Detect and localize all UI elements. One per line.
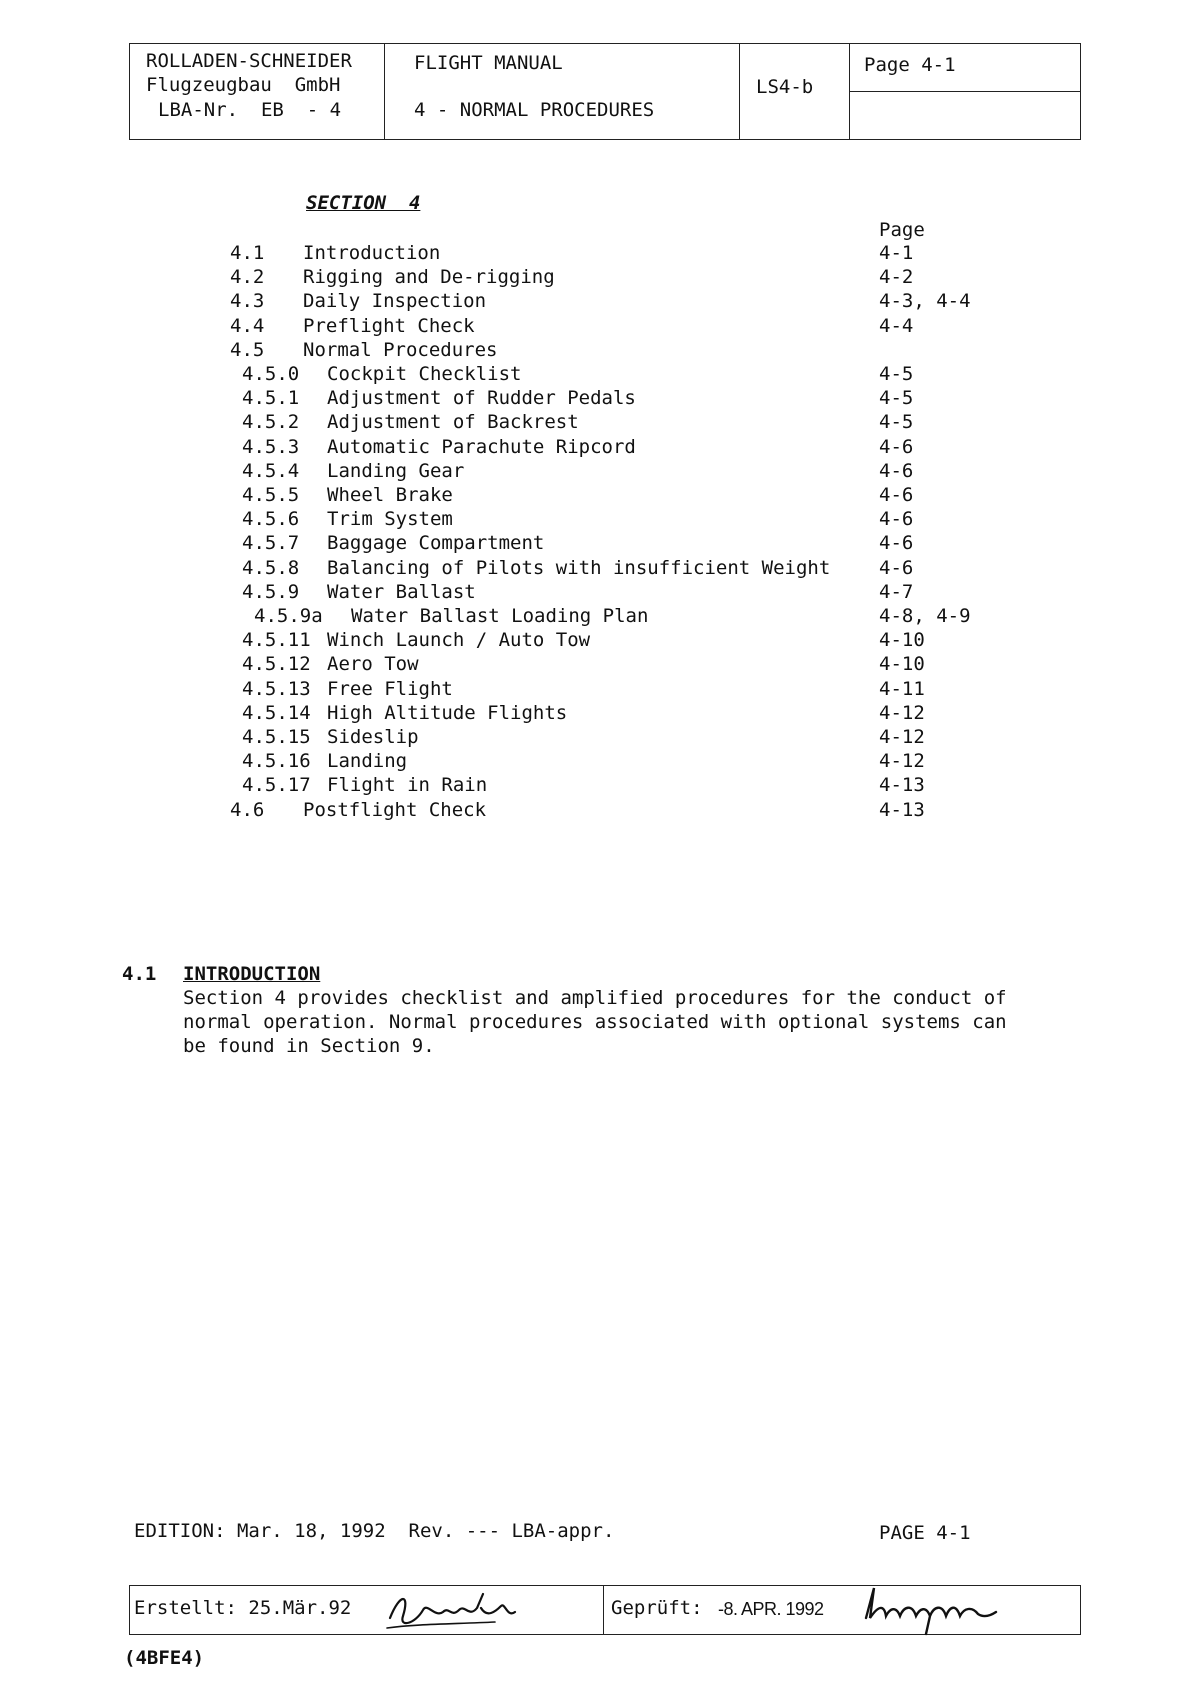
toc-row [0, 701, 1192, 725]
toc-item-page: 4-6 [879, 484, 914, 506]
toc-item-page: 4-12 [879, 750, 925, 773]
toc-row [0, 725, 1192, 749]
toc-item-number: 4.5.9 [242, 580, 300, 603]
toc-item-number: 4.5.5 [242, 484, 300, 506]
toc-item-title: Rigging and De-rigging [303, 266, 555, 289]
toc-item-number: 4.5.8 [242, 556, 300, 579]
toc-item-page: 4-13 [879, 774, 925, 797]
toc-row [0, 362, 1192, 386]
toc-item-title: Automatic Parachute Ripcord [327, 435, 636, 458]
toc-item-title: Sideslip [327, 726, 419, 748]
toc-item-title: Aero Tow [327, 653, 419, 676]
toc-item-page: 4-13 [879, 798, 925, 821]
toc-heading: SECTION 4 [306, 192, 421, 214]
toc-item-page: 4-10 [879, 629, 925, 652]
toc-item-title: Adjustment of Rudder Pedals [327, 387, 636, 410]
checked-label: Geprüft: [611, 1597, 703, 1619]
toc-item-number: 4.4 [230, 314, 265, 337]
toc-item-page: 4-7 [879, 580, 914, 603]
checker-signature [860, 1582, 1000, 1640]
toc-item-page: 4-2 [879, 266, 914, 289]
manual-title: FLIGHT MANUAL [414, 52, 563, 74]
toc-item-title: Free Flight [327, 677, 453, 700]
toc-item-page: 4-6 [879, 459, 914, 482]
toc-row [0, 677, 1192, 701]
toc-item-title: Trim System [327, 508, 453, 531]
toc-item-number: 4.5.4 [242, 459, 300, 482]
toc-item-title: Adjustment of Backrest [327, 411, 579, 434]
page-cell-divider [849, 91, 1080, 92]
toc-item-number: 4.5 [230, 338, 265, 361]
toc-item-title: Daily Inspection [303, 290, 487, 313]
toc-item-number: 4.5.0 [242, 363, 300, 385]
company-name: ROLLADEN-SCHNEIDER [146, 50, 352, 72]
toc-row [0, 507, 1192, 531]
toc-item-title: Introduction [303, 242, 441, 264]
toc-item-title: Postflight Check [303, 798, 487, 821]
toc-item-number: 4.5.6 [242, 508, 300, 531]
toc-item-page: 4-6 [879, 508, 914, 531]
toc-item-page: 4-8, 4-9 [879, 605, 971, 627]
toc-item-page: 4-5 [879, 363, 914, 385]
toc-row [0, 798, 1192, 822]
toc-item-title: Water Ballast Loading Plan [351, 605, 649, 627]
toc-item-number: 4.6 [230, 798, 265, 821]
company-line-2: Flugzeugbau GmbH [146, 74, 341, 96]
toc-row [0, 773, 1192, 797]
toc-row [0, 338, 1192, 362]
toc-item-page: 4-5 [879, 387, 914, 410]
toc-item-number: 4.5.3 [242, 435, 300, 458]
toc-item-number: 4.2 [230, 266, 265, 289]
toc-row [0, 652, 1192, 676]
toc-item-number: 4.5.7 [242, 532, 300, 555]
toc-item-title: High Altitude Flights [327, 701, 568, 724]
toc-item-title: Winch Launch / Auto Tow [327, 629, 591, 652]
toc-item-page: 4-4 [879, 314, 914, 337]
toc-item-number: 4.5.14 [242, 701, 311, 724]
toc-item-page: 4-6 [879, 532, 914, 555]
toc-item-title: Normal Procedures [303, 338, 498, 361]
toc-row [0, 628, 1192, 652]
intro-paragraph-line: Section 4 provides checklist and amplified procedures for the conduct of [183, 987, 1007, 1009]
toc-row [0, 265, 1192, 289]
aircraft-model: LS4-b [756, 76, 814, 98]
toc-row [0, 483, 1192, 507]
toc-row [0, 459, 1192, 483]
toc-row [0, 386, 1192, 410]
edition-line: EDITION: Mar. 18, 1992 Rev. --- LBA-appr. [134, 1520, 615, 1542]
toc-row [0, 289, 1192, 313]
toc-item-page: 4-6 [879, 556, 914, 579]
lba-number: LBA-Nr. EB - 4 [158, 99, 342, 121]
toc-item-title: Water Ballast [327, 580, 476, 603]
toc-item-title: Baggage Compartment [327, 532, 545, 555]
creator-signature [385, 1588, 525, 1634]
toc-item-title: Cockpit Checklist [327, 363, 522, 385]
toc-row [0, 580, 1192, 604]
toc-row [0, 410, 1192, 434]
toc-item-number: 4.5.15 [242, 726, 311, 748]
toc-item-number: 4.5.1 [242, 387, 300, 410]
toc-row [0, 556, 1192, 580]
checked-date-stamp: -8. APR. 1992 [718, 1599, 824, 1619]
toc-item-number: 4.3 [230, 290, 265, 313]
toc-item-page: 4-1 [879, 242, 914, 264]
toc-item-number: 4.5.12 [242, 653, 311, 676]
toc-item-page: 4-5 [879, 411, 914, 434]
intro-heading: INTRODUCTION [183, 963, 321, 985]
toc-item-page: 4-11 [879, 677, 925, 700]
toc-item-title: Landing [327, 750, 408, 773]
toc-page-column-label: Page [879, 219, 925, 241]
toc-row [0, 241, 1192, 265]
toc-item-number: 4.5.17 [242, 774, 311, 797]
header-page-number: Page 4-1 [864, 54, 956, 76]
footer-page-number: PAGE 4-1 [879, 1522, 971, 1544]
toc-row [0, 314, 1192, 338]
toc-item-title: Landing Gear [327, 459, 465, 482]
toc-item-title: Preflight Check [303, 314, 475, 337]
toc-item-title: Wheel Brake [327, 484, 453, 506]
intro-section-number: 4.1 [122, 963, 157, 985]
signoff-divider [603, 1586, 604, 1634]
toc-item-page: 4-3, 4-4 [879, 290, 971, 313]
toc-row [0, 435, 1192, 459]
toc-item-number: 4.1 [230, 242, 265, 264]
toc-item-number: 4.5.16 [242, 750, 311, 773]
toc-item-number: 4.5.9a [254, 605, 323, 627]
document-code: (4BFE4) [124, 1647, 205, 1669]
intro-paragraph-line: normal operation. Normal procedures associated with optional systems can [183, 1011, 1007, 1033]
toc-item-page: 4-12 [879, 701, 925, 724]
toc-item-number: 4.5.2 [242, 411, 300, 434]
toc-item-number: 4.5.13 [242, 677, 311, 700]
created-date: Erstellt: 25.Mär.92 [134, 1597, 352, 1619]
toc-row [0, 531, 1192, 555]
toc-item-page: 4-6 [879, 435, 914, 458]
toc-item-page: 4-12 [879, 726, 925, 748]
toc-item-page: 4-10 [879, 653, 925, 676]
section-title: 4 - NORMAL PROCEDURES [414, 99, 655, 121]
toc-item-title: Balancing of Pilots with insufficient Weight [327, 556, 831, 579]
intro-paragraph-line: be found in Section 9. [183, 1035, 435, 1057]
toc-item-title: Flight in Rain [327, 774, 488, 797]
toc-row [0, 749, 1192, 773]
toc-row [0, 604, 1192, 628]
toc-item-number: 4.5.11 [242, 629, 311, 652]
